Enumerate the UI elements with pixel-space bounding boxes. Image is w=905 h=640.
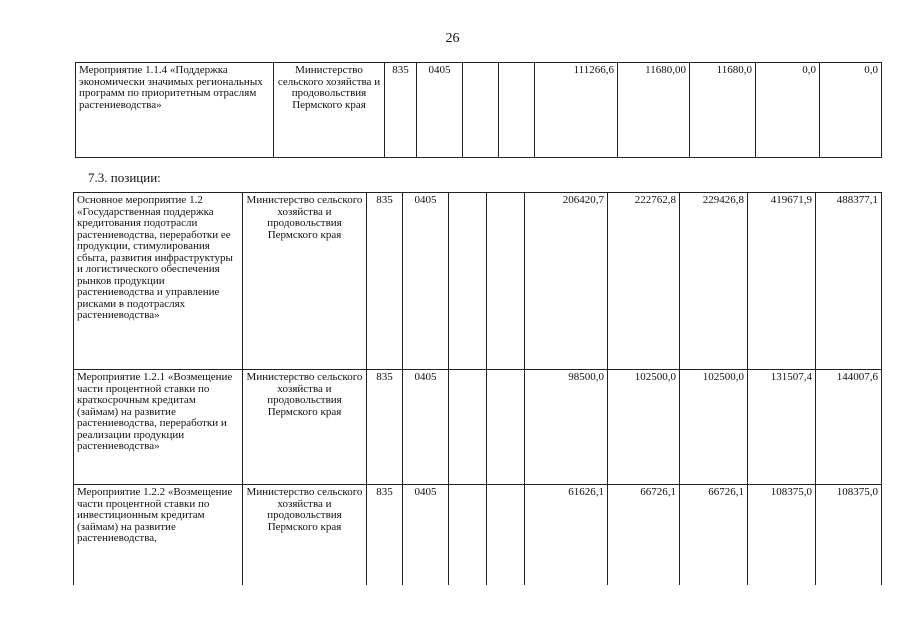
amount-year-2: 11680,00 — [618, 63, 690, 158]
responsible-org: Министерство сельского хозяйства и продовольствия Пермского края — [243, 370, 367, 485]
amount-year-4: 108375,0 — [748, 485, 816, 585]
amount-year-5: 108375,0 — [816, 485, 882, 585]
program-table-2 — [73, 192, 882, 585]
measure-name: Основное мероприятие 1.2 «Государственная поддержка кредитования подотрасли растениеводства, переработки ее продукции, стимулирования сбыта, развития инфраструктуры и логистического обеспечения рынков продукции растениеводства и управление рисками в подотраслях растениеводства» — [74, 193, 243, 370]
code-grbs: 835 — [367, 370, 403, 485]
amount-year-5: 0,0 — [820, 63, 882, 158]
code-expense — [487, 370, 525, 485]
code-expense — [487, 193, 525, 370]
code-section: 0405 — [403, 485, 449, 585]
measure-name: Мероприятие 1.2.1 «Возмещение части процентной ставки по краткосрочным кредитам (займам) на развитие растениеводства, переработки и реализации продукции растениеводства» — [74, 370, 243, 485]
amount-year-3: 102500,0 — [680, 370, 748, 485]
measure-name: Мероприятие 1.2.2 «Возмещение части процентной ставки по инвестиционным кредитам (займам) на развитие растениеводства, — [74, 485, 243, 585]
code-grbs: 835 — [367, 485, 403, 585]
amount-year-2: 222762,8 — [608, 193, 680, 370]
measure-name: Мероприятие 1.1.4 «Поддержка экономически значимых региональных программ по приоритетным отраслям растениеводства» — [76, 63, 274, 158]
amount-year-3: 66726,1 — [680, 485, 748, 585]
code-grbs: 835 — [385, 63, 417, 158]
code-expense — [487, 485, 525, 585]
table-row — [76, 63, 882, 158]
code-target — [463, 63, 499, 158]
program-table-1 — [75, 62, 882, 158]
responsible-org: Министерство сельского хозяйства и продовольствия Пермского края — [243, 485, 367, 585]
code-grbs: 835 — [367, 193, 403, 370]
table-row — [74, 193, 882, 370]
section-title: 7.3. позиции: — [88, 170, 161, 185]
amount-year-1: 206420,7 — [525, 193, 608, 370]
page-number: 26 — [445, 31, 460, 46]
amount-year-4: 131507,4 — [748, 370, 816, 485]
code-target — [449, 485, 487, 585]
amount-year-1: 111266,6 — [535, 63, 618, 158]
amount-year-5: 488377,1 — [816, 193, 882, 370]
amount-year-3: 11680,0 — [690, 63, 756, 158]
amount-year-5: 144007,6 — [816, 370, 882, 485]
responsible-org: Министерство сельского хозяйства и продовольствия Пермского края — [274, 63, 385, 158]
responsible-org: Министерство сельского хозяйства и продовольствия Пермского края — [243, 193, 367, 370]
code-expense — [499, 63, 535, 158]
amount-year-4: 0,0 — [756, 63, 820, 158]
code-target — [449, 193, 487, 370]
amount-year-4: 419671,9 — [748, 193, 816, 370]
code-target — [449, 370, 487, 485]
amount-year-2: 102500,0 — [608, 370, 680, 485]
code-section: 0405 — [417, 63, 463, 158]
amount-year-2: 66726,1 — [608, 485, 680, 585]
table-row — [74, 485, 882, 585]
amount-year-3: 229426,8 — [680, 193, 748, 370]
code-section: 0405 — [403, 193, 449, 370]
code-section: 0405 — [403, 370, 449, 485]
amount-year-1: 61626,1 — [525, 485, 608, 585]
amount-year-1: 98500,0 — [525, 370, 608, 485]
table-row — [74, 370, 882, 485]
